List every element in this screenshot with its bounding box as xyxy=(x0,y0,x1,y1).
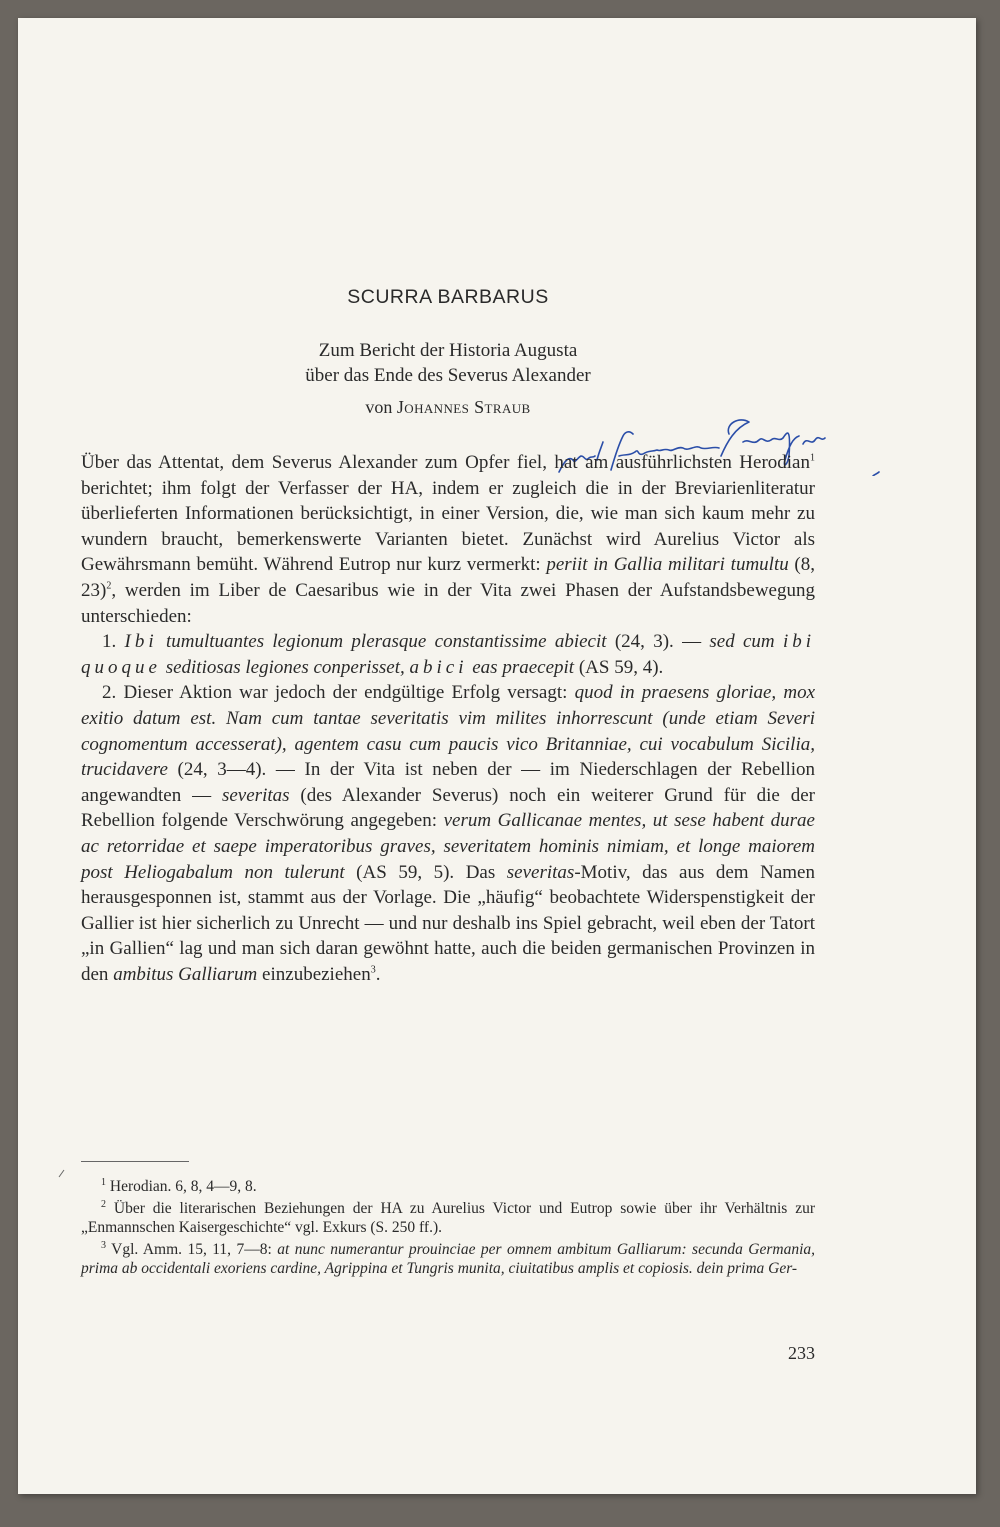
footnote-3 xyxy=(81,1240,815,1279)
text-run: (24, 3—4). — In der Vita ist neben der — im Niederschlagen der Rebellion angewandten — xyxy=(81,759,815,806)
latin-quote: verum Gallicanae mentes, ut sese habent durae ac retorridae et saepe imperatoribus graves, severitatem hominis nimiam, et longe maiorem post Heliogabalum non tulerunt xyxy=(81,810,815,883)
page xyxy=(18,18,976,1494)
author-name: Johannes Straub xyxy=(396,397,531,417)
latin-quote: periit in Gallia militari tumultu xyxy=(546,554,789,576)
spaced-emphasis: abici xyxy=(409,656,468,678)
list-number: 1. xyxy=(102,631,125,653)
article-body xyxy=(81,450,815,987)
text-run: berichtet; ihm folgt der Verfasser der HA, indem er zugleich die in der Breviarienliteratur überlieferten Informationen berücksichtigt, in einer Version, die, wie man sich kaum mehr zu wundern braucht, bemerkenswerte Varianten bietet. Zunächst wird Aurelius Victor als Gewährsmann bemüht. Während Eutrop nur kurz vermerkt: xyxy=(81,477,815,576)
text-run: (AS 59, 5). Das xyxy=(344,861,507,883)
latin-quote: sed cum xyxy=(709,631,783,653)
text-run: (24, 3). — xyxy=(606,631,710,653)
text-run: (8, 23) xyxy=(81,554,815,601)
text-run: . xyxy=(375,963,381,985)
pencil-mark xyxy=(58,1168,66,1178)
text-run: Dieser Aktion war jedoch der endgültige Erfolg versagt: xyxy=(123,682,575,704)
text-run: Über das Attentat, dem Severus Alexander zum Opfer fiel, hat am ausführlichsten Herodian xyxy=(81,452,810,473)
signature-text: mit besten Grüßen xyxy=(553,386,561,387)
footnote-text: Über die literarischen Beziehungen der HA zu Aurelius Victor und Eutrop sowie über ihr Verhältnis zur „Enmannschen Kaisergeschichte“ vgl. Exkurs (S. 250 ff.). xyxy=(81,1199,815,1237)
page-number: 233 xyxy=(788,1343,815,1363)
text-run: einzubeziehen xyxy=(257,963,371,985)
footnote-text: Vgl. Amm. 15, 11, 7—8: xyxy=(106,1240,278,1258)
spaced-emphasis: ibi quoque xyxy=(81,631,816,678)
text-run: (AS 59, 4). xyxy=(574,656,664,678)
footnote-ref-3[interactable]: 3 xyxy=(370,964,376,976)
text-run: -Motiv, das aus dem Namen herausgesponnen ist, stammt aus der Vorlage. Die „häufig“ beobachtete Widerspenstigkeit der Gallier ist hier sicherlich zu Unrecht — und nur deshalb ins Spiel gebracht, weil eben der Tatort „in Gallien“ lag und man sich daran gewöhnt hatte, auch die beiden germanischen Provinzen in den xyxy=(81,861,815,985)
footnote-2 xyxy=(81,1199,815,1238)
latin-term: severitas xyxy=(506,861,575,883)
article-title: SCURRA BARBARUS xyxy=(347,286,549,308)
paragraph-intro xyxy=(81,450,815,629)
latin-quote: eas praecepit xyxy=(467,656,575,678)
footnote-number: 3 xyxy=(101,1239,106,1251)
footnotes xyxy=(81,1177,815,1281)
subtitle-line-1: Zum Bericht der Historia Augusta xyxy=(318,340,578,361)
latin-term: ambitus Galliarum xyxy=(113,963,258,985)
footnote-text: Herodian. 6, 8, 4—9, 8. xyxy=(106,1178,257,1195)
footnote-1 xyxy=(81,1177,815,1197)
article-subtitle xyxy=(81,338,815,388)
paragraph-phase-2 xyxy=(81,680,815,987)
footnote-number: 2 xyxy=(101,1198,106,1210)
footnote-latin-quote: at nunc numerantur prouinciae per omnem ambitum Galliarum: secunda Germania, prima ab occidentali exoriens cardine, Agrippina et Tungris munita, ciuitatibus amplis et copiosis. dein prima Ger- xyxy=(81,1240,815,1278)
spaced-emphasis: Ibi xyxy=(124,631,158,653)
latin-quote: quod in praesens gloriae, mox exitio datum est. Nam cum tantae severitatis vim milites inhorrescunt (unde etiam Severi cognomentum accesserat), agentem casu cum paucis vico Britanniae, cui vocabulum Sicilia, trucidavere xyxy=(81,682,816,781)
paragraph-phase-1 xyxy=(81,629,815,680)
latin-quote: tumultuantes legionum plerasque constantissime abiecit xyxy=(157,631,607,653)
footnote-ref-1[interactable]: 1 xyxy=(810,452,815,464)
footnote-number: 1 xyxy=(101,1176,106,1188)
text-run: , werden im Liber de Caesaribus wie in der Vita zwei Phasen der Aufstandsbewegung unterschieden: xyxy=(81,579,815,627)
list-number: 2. xyxy=(102,682,124,704)
subtitle-line-2: über das Ende des Severus Alexander xyxy=(305,365,591,386)
latin-quote: seditiosas legiones conperisset, xyxy=(160,656,410,678)
footnote-ref-2[interactable]: 2 xyxy=(106,580,112,592)
footnote-divider xyxy=(81,1161,189,1162)
text-run: (des Alexander Severus) noch ein weiterer Grund für die der Rebellion folgende Verschwörung angegeben: xyxy=(81,784,815,832)
latin-term: severitas xyxy=(221,784,290,806)
author-prefix: von xyxy=(365,397,397,417)
